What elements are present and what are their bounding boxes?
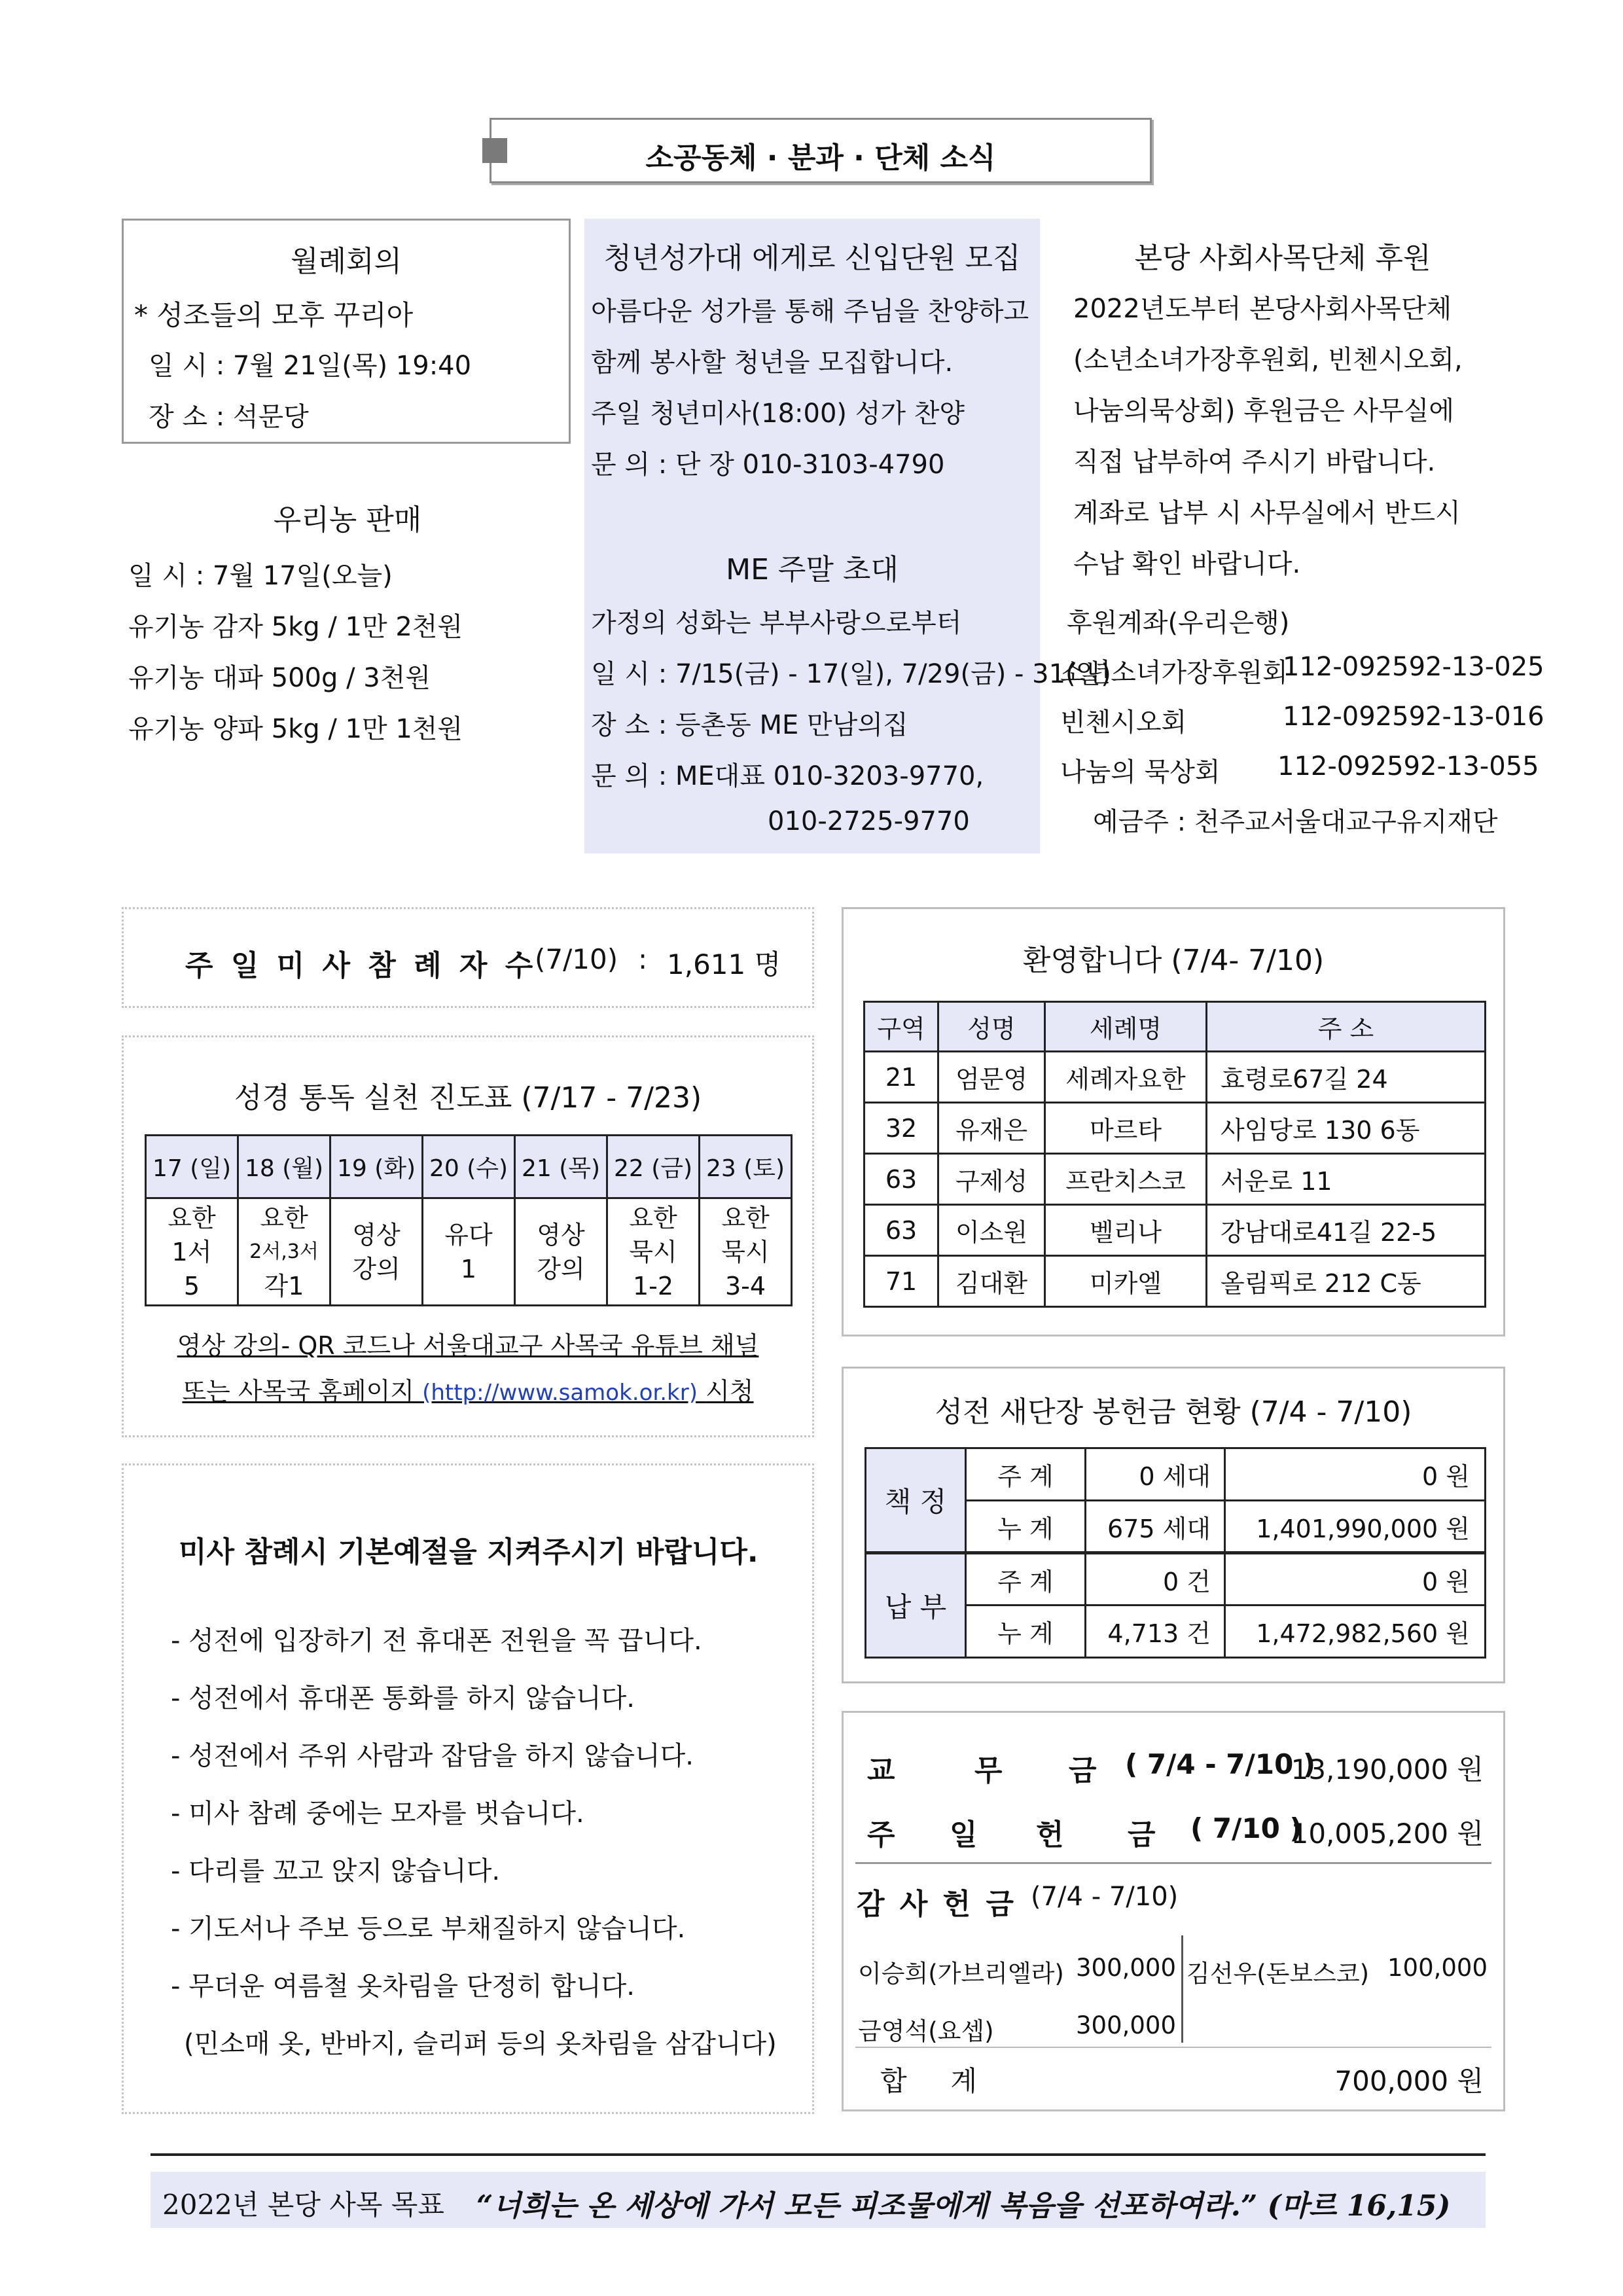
bible-day: 20 (수): [423, 1136, 515, 1198]
bible-note-1: 영상 강의- QR 코드나 서울대교구 사목국 유튜브 채널: [177, 1331, 759, 1360]
thanks-name: 금영석(요셉): [858, 2017, 994, 2045]
account-holder: 예금주 : 천주교서울대교구유지재단: [1093, 807, 1498, 837]
reading-line: 1: [460, 1254, 477, 1283]
etiquette-item: - 성전에서 주위 사람과 잡담을 하지 않습니다.: [171, 1741, 694, 1771]
monthly-meeting-time: 일 시 : 7월 21일(목) 19:40: [149, 351, 472, 381]
welcome-cell: 유재은: [938, 1103, 1045, 1154]
choir-line: 함께 봉사할 청년을 모집합니다.: [591, 348, 954, 378]
fund-row: [866, 1448, 1486, 1501]
reading-line: 1-2: [632, 1271, 674, 1300]
welcome-row: [865, 1052, 1486, 1103]
footer-prefix: 2022년 본당 사목 목표: [162, 2189, 444, 2221]
welcome-cell: 세례자요한: [1045, 1052, 1207, 1103]
welcome-header: 세례명: [1045, 1002, 1207, 1052]
reading-line: 유다: [444, 1220, 493, 1249]
bible-reading: [423, 1198, 515, 1306]
welcome-row: [865, 1154, 1486, 1205]
me-line: 가정의 성화는 부부사랑으로부터: [591, 608, 962, 638]
welcome-cell: 71: [865, 1256, 938, 1307]
me-line: 010-2725-9770: [768, 806, 970, 836]
welcome-cell: 강남대로41길 22-5: [1207, 1205, 1486, 1256]
welcome-cell: 63: [865, 1205, 938, 1256]
total-divider: [855, 2047, 1491, 2048]
bible-note-2-pre: 또는 사목국 홈페이지: [182, 1377, 414, 1406]
account-name: 나눔의 묵상회: [1060, 757, 1221, 787]
welcome-cell: 김대환: [938, 1256, 1045, 1307]
welcome-cell: 사임당로 130 6동: [1207, 1103, 1486, 1154]
welcome-header: 주 소: [1207, 1002, 1486, 1052]
etiquette-item: - 성전에 입장하기 전 휴대폰 전원을 꼭 끕니다.: [171, 1626, 702, 1656]
welcome-box: [842, 907, 1505, 1336]
building-fund-box: [842, 1367, 1505, 1683]
bible-day: 23 (토): [700, 1136, 792, 1198]
etiquette-box: [122, 1463, 814, 2114]
thanks-name: 김선우(돈보스코): [1186, 1960, 1370, 1988]
etiquette-item: (민소매 옷, 반바지, 슬리퍼 등의 옷차림을 삼갑니다): [184, 2029, 777, 2059]
reading-line: 요한: [721, 1203, 770, 1232]
monthly-meeting-group: * 성조들의 모후 꾸리아: [134, 299, 414, 331]
fund-group-label: 납 부: [866, 1553, 966, 1658]
thanks-period: (7/4 - 7/10): [1031, 1882, 1179, 1912]
finance-period: ( 7/10 ): [1190, 1812, 1302, 1844]
total-amount: 700,000 원: [1334, 2065, 1484, 2097]
farm-sale-item: 유기농 양파 5kg / 1만 1천원: [128, 714, 463, 744]
social-line: 2022년도부터 본당사회사목단체: [1073, 294, 1452, 324]
account-number: 112-092592-13-025: [1283, 652, 1544, 682]
welcome-cell: 21: [865, 1052, 938, 1103]
footer-rule: [151, 2153, 1486, 2156]
thanks-title: 감 사 헌 금: [857, 1888, 1016, 1921]
bible-reading: [515, 1198, 607, 1306]
welcome-header-row: [865, 1002, 1486, 1052]
etiquette-item: - 미사 참례 중에는 모자를 벗습니다.: [171, 1799, 584, 1829]
bible-day: 18 (월): [238, 1136, 330, 1198]
welcome-cell: 프란치스코: [1045, 1154, 1207, 1205]
farm-sale-item: 유기농 감자 5kg / 1만 2천원: [128, 612, 463, 642]
welcome-title: 환영합니다 (7/4- 7/10): [1022, 944, 1325, 977]
building-fund-title: 성전 새단장 봉헌금 현황 (7/4 - 7/10): [935, 1395, 1412, 1429]
fund-kind: 누 계: [966, 1605, 1086, 1658]
finance-label-char: 일: [950, 1818, 978, 1852]
finance-label-char: 주: [867, 1818, 895, 1852]
me-line: 장 소 : 등촌동 ME 만남의집: [591, 710, 908, 740]
fund-count: 4,713 건: [1086, 1605, 1225, 1658]
social-line: 직접 납부하여 주시기 바랍니다.: [1073, 447, 1436, 477]
fund-amount: 0 원: [1225, 1448, 1486, 1501]
social-line: (소년소녀가장후원회, 빈첸시오회,: [1073, 345, 1463, 375]
account-title: 후원계좌(우리은행): [1067, 608, 1290, 638]
me-title: ME 주말 초대: [726, 553, 899, 586]
bible-day: 21 (목): [515, 1136, 607, 1198]
bible-schedule-table: [145, 1134, 793, 1306]
attendance-date: (7/10): [535, 943, 618, 975]
bible-reading: [330, 1198, 423, 1306]
monthly-meeting-box: [122, 219, 571, 444]
bible-reading: [238, 1198, 330, 1306]
fund-kind: 누 계: [966, 1501, 1086, 1553]
bible-title: 성경 통독 실천 진도표: [234, 1081, 512, 1115]
welcome-header: 성명: [938, 1002, 1045, 1052]
welcome-cell: 효령로67길 24: [1207, 1052, 1486, 1103]
welcome-cell: 마르타: [1045, 1103, 1207, 1154]
etiquette-item: - 무더운 여름철 옷차림을 단정히 합니다.: [171, 1971, 635, 2001]
thanks-amount: 300,000: [1075, 1954, 1176, 1982]
choir-line: 주일 청년미사(18:00) 성가 찬양: [591, 399, 965, 429]
farm-sale-date: 일 시 : 7월 17일(오늘): [128, 561, 393, 591]
attendance-sep: :: [638, 943, 648, 975]
social-title: 본당 사회사목단체 후원: [1134, 242, 1431, 275]
farm-sale-section: [122, 491, 573, 753]
bible-reading-box: [122, 1035, 814, 1437]
bible-reading: [607, 1198, 700, 1306]
bible-title-row: [124, 1074, 812, 1116]
finance-divider: [855, 1862, 1491, 1864]
reading-line: 3-4: [724, 1271, 766, 1300]
reading-line: 요한: [629, 1203, 677, 1232]
finance-amount: 13,190,000 원: [1291, 1753, 1484, 1785]
farm-sale-title: 우리농 판매: [273, 503, 422, 537]
reading-line: 각1: [264, 1271, 304, 1300]
welcome-cell: 엄문영: [938, 1052, 1045, 1103]
social-support-section: [1047, 219, 1544, 867]
welcome-cell: 32: [865, 1103, 938, 1154]
fund-amount: 1,472,982,560 원: [1225, 1605, 1486, 1658]
bible-note-2-post: 시청: [705, 1377, 754, 1406]
reading-line: 강의: [352, 1254, 401, 1283]
fund-kind: 주 계: [966, 1448, 1086, 1501]
bible-day-row: [146, 1136, 792, 1198]
fund-count: 0 세대: [1086, 1448, 1225, 1501]
reading-line: 묵시: [721, 1237, 770, 1266]
me-line: 문 의 : ME대표 010-3203-9770,: [591, 761, 984, 791]
welcome-row: [865, 1205, 1486, 1256]
bible-day: 22 (금): [607, 1136, 700, 1198]
account-name: 빈첸시오회: [1060, 708, 1187, 738]
fund-count: 675 세대: [1086, 1501, 1225, 1553]
footer-banner: [151, 2172, 1486, 2228]
attendance-box: [122, 907, 814, 1008]
finance-label-char: 금: [1128, 1818, 1156, 1852]
thanks-amount: 300,000: [1075, 2011, 1176, 2039]
fund-amount: 0 원: [1225, 1553, 1486, 1605]
reading-line: 요한: [260, 1203, 308, 1232]
welcome-row: [865, 1256, 1486, 1307]
bible-period: (7/17 - 7/23): [521, 1081, 702, 1115]
welcome-cell: 이소원: [938, 1205, 1045, 1256]
welcome-cell: 올림픽로 212 C동: [1207, 1256, 1486, 1307]
reading-line: 2서,3서: [249, 1240, 319, 1263]
fund-kind: 주 계: [966, 1553, 1086, 1605]
reading-line: 묵시: [629, 1237, 677, 1266]
reading-line: 1서: [171, 1237, 212, 1266]
bible-reading: [146, 1198, 238, 1306]
thanks-name: 이승희(가브리엘라): [858, 1960, 1064, 1988]
reading-line: 5: [183, 1271, 200, 1300]
attendance-value: 1,611 명: [667, 948, 781, 980]
account-number: 112-092592-13-055: [1277, 751, 1539, 781]
section-header: [490, 118, 1152, 183]
fund-count: 0 건: [1086, 1553, 1225, 1605]
bible-reading-row: [146, 1198, 792, 1306]
welcome-row: [865, 1103, 1486, 1154]
choir-title: 청년성가대 에게로 신입단원 모집: [603, 242, 1021, 275]
welcome-table: [863, 1001, 1486, 1308]
social-line: 계좌로 납부 시 사무실에서 반드시: [1073, 498, 1461, 528]
social-line: 나눔의묵상회) 후원금은 사무실에: [1073, 396, 1454, 426]
total-label: 합 계: [880, 2065, 977, 2097]
finance-label-char: 헌: [1036, 1818, 1064, 1852]
samok-homepage-link[interactable]: (http://www.samok.or.kr): [422, 1380, 698, 1406]
account-number: 112-092592-13-016: [1283, 702, 1544, 732]
finance-amount: 10,005,200 원: [1291, 1818, 1484, 1850]
middle-notices: [584, 219, 1111, 853]
bible-day: 17 (일): [146, 1136, 238, 1198]
monthly-meeting-place: 장 소 : 석문당: [149, 402, 309, 432]
etiquette-item: - 기도서나 주보 등으로 부채질하지 않습니다.: [171, 1914, 686, 1944]
reading-line: 요한: [168, 1203, 216, 1232]
attendance-label: 주 일 미 사 참 례 자 수: [185, 949, 537, 982]
finance-label-char: 교: [867, 1754, 895, 1787]
bible-reading: [700, 1198, 792, 1306]
header-title: 소공동체 · 분과 · 단체 소식: [645, 141, 996, 175]
finance-label-char: 무: [974, 1754, 1003, 1787]
thanks-amount: 100,000: [1387, 1954, 1488, 1982]
account-name: 소년소녀가장후원회: [1060, 658, 1288, 688]
welcome-cell: 63: [865, 1154, 938, 1205]
thanks-column-divider: [1181, 1935, 1183, 2043]
reading-line: 영상: [537, 1220, 585, 1249]
building-fund-table: [865, 1447, 1486, 1659]
welcome-cell: 서운로 11: [1207, 1154, 1486, 1205]
choir-contact: 문 의 : 단 장 010-3103-4790: [591, 450, 945, 480]
bible-day: 19 (화): [330, 1136, 423, 1198]
me-line: 일 시 : 7/15(금) - 17(일), 7/29(금) - 31(일): [591, 659, 1111, 689]
finance-period: ( 7/4 - 7/10 ): [1125, 1748, 1316, 1780]
welcome-cell: 벨리나: [1045, 1205, 1207, 1256]
welcome-cell: 미카엘: [1045, 1256, 1207, 1307]
footer-quote: “너희는 온 세상에 가서 모든 피조물에게 복음을 선포하여라.” (마르 16,15): [476, 2189, 1451, 2223]
welcome-cell: 구제성: [938, 1154, 1045, 1205]
fund-group-label: 책 정: [866, 1448, 966, 1553]
fund-amount: 1,401,990,000 원: [1225, 1501, 1486, 1553]
etiquette-item: - 성전에서 휴대폰 통화를 하지 않습니다.: [171, 1683, 635, 1713]
fund-row: [866, 1553, 1486, 1605]
welcome-header: 구역: [865, 1002, 938, 1052]
etiquette-title: 미사 참례시 기본예절을 지켜주시기 바랍니다.: [179, 1535, 758, 1569]
reading-line: 영상: [352, 1220, 401, 1249]
social-line: 수납 확인 바랍니다.: [1073, 549, 1301, 579]
reading-line: 강의: [537, 1254, 585, 1283]
bible-note-2: [124, 1371, 812, 1407]
choir-line: 아름다운 성가를 통해 주님을 찬양하고: [591, 296, 1029, 327]
farm-sale-item: 유기농 대파 500g / 3천원: [128, 663, 431, 693]
monthly-meeting-title: 월례회의: [290, 245, 402, 278]
etiquette-item: - 다리를 꼬고 앉지 않습니다.: [171, 1856, 501, 1886]
finance-label-char: 금: [1069, 1754, 1097, 1787]
finance-box: [842, 1711, 1505, 2111]
